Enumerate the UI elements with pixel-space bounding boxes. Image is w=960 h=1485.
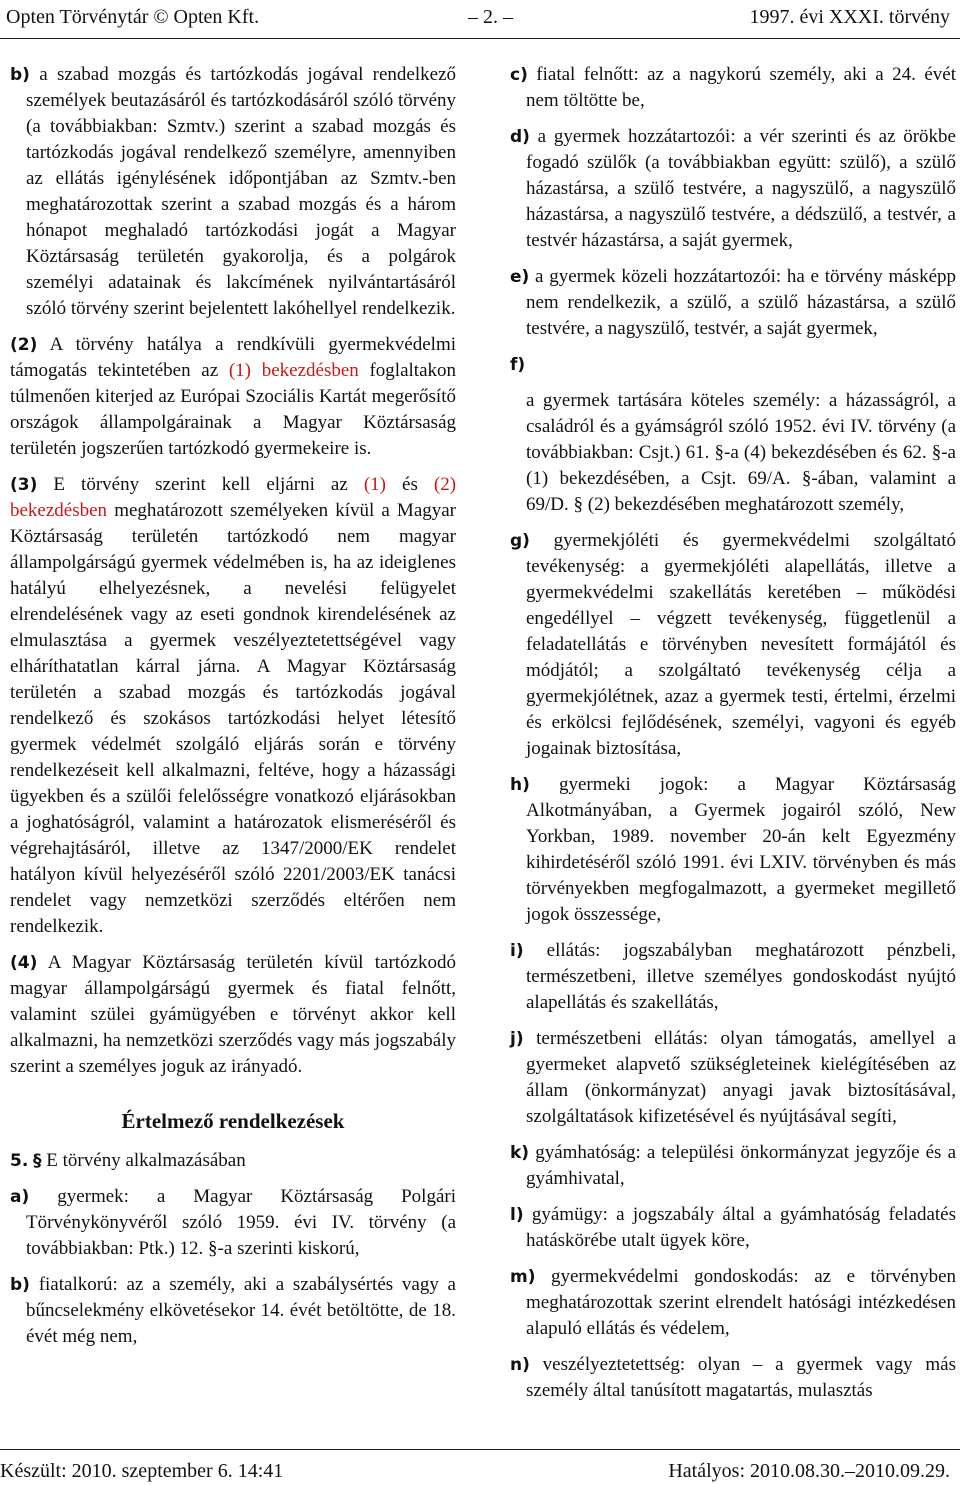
cross-reference-link[interactable]: (1)	[363, 474, 386, 495]
header-publisher: Opten Törvénytár © Opten Kft.	[6, 6, 260, 28]
definition-item-f-label: f)	[510, 355, 526, 375]
definition-item-a: a) gyermek: a Magyar Köztársaság Polgári Törvénykönyvéről szóló 1959. évi IV. törvény (a továbbiakban: Ptk.) 12. §-a szerinti kiskorú,	[10, 1186, 456, 1259]
header-law-title: 1997. évi XXXI. törvény	[749, 6, 950, 28]
definition-item-h: h) gyermeki jogok: a Magyar Köztársaság Alkotmányában, a Gyermek jogairól szóló, New Yorkban, 1989. november 20-án kelt Egyezmény kihirdetéséről szóló 1991. évi LXIV. törvényben és más törvényekben megfogalmazott, a gyermeket megillető jogok összessége,	[510, 774, 956, 925]
section-5-intro: 5. § E törvény alkalmazásában	[10, 1150, 246, 1171]
definition-item-g: g) gyermekjóléti és gyermekvédelmi szolgáltató tevékenység: a gyermekjóléti alapellátás, illetve a gyermekvédelmi szakellátás keretében – működési engedéllyel – végzett tevékenység, függetlenül a feladatellátás e törvényben nevesített formájától és módjától; a szolgáltató tevékenység célja a gyermekjólétnek, azaz a gyermek testi, értelmi, érzelmi és erkölcsi fejlődésének, személyi, vagyoni és egyéb jogainak biztosítása,	[510, 530, 956, 759]
definition-item-i: i) ellátás: jogszabályban meghatározott pénzbeli, természetbeni, illetve személyes gondoskodást nyújtó alapellátás és szakellátás,	[510, 940, 956, 1013]
page-footer	[0, 1449, 960, 1485]
definition-item-b: b) fiatalkorú: az a személy, aki a szabálysértés vagy a bűncselekmény elkövetésekor 14. évét betöltötte, de 18. évét még nem,	[10, 1274, 456, 1347]
definition-item-e: e) a gyermek közeli hozzátartozói: ha e törvény másképp nem rendelkezik, a szülő, a szülő házastársa, a szülő testvére, a nagyszülő, testvér, a saját gyermek,	[510, 266, 957, 339]
right-column	[510, 62, 956, 1414]
cross-reference-link[interactable]: (2) bekezdésben	[10, 474, 457, 521]
definition-item-f: a gyermek tartására köteles személy: a házasságról, a családról és a gyámságról szóló 1952. évi IV. törvény (a továbbiakban: Csjt.) 61. §-a (4) bekezdésében és 62. §-a (1) bekezdésében, a Csjt. 69/A. §-ában, valamint a 69/D. § (2) bekezdésében meghatározott személy,	[526, 390, 956, 515]
definition-item-k: k) gyámhatóság: a települési önkormányzat jegyzője és a gyámhivatal,	[510, 1142, 956, 1189]
page-header	[0, 0, 960, 39]
definition-item-d: d) a gyermek hozzátartozói: a vér szerinti és az örökbe fogadó szülők (a továbbiakban együtt: szülő), a szülő házastársa, a szülő testvére, a nagyszülő, a nagyszülő házastársa, a nagyszülő testvére, a dédszülő, a testvér, a testvér házastársa, a saját gyermek,	[510, 126, 956, 251]
left-column	[10, 62, 456, 1360]
definition-item-n: n) veszélyeztetettség: olyan – a gyermek vagy más személy által tanúsított magatartás, mulasztás	[510, 1354, 956, 1401]
section-heading: Értelmező rendelkezések	[121, 1109, 345, 1133]
item-b-scope: b) a szabad mozgás és tartózkodás jogával rendelkező személyek beutazásáról és tartózkodásáról szóló törvény (a továbbiakban: Szmtv.) szerint a szabad mozgás és tartózkodás jogával rendelkező személyre, amennyiben az ellátás igénylésének időpontjában az Szmtv.-ben meghatározottak szerint a szabad mozgás és a három hónapot meghaladó tartózkodási jogát a Magyar Köztársaság területén gyakorolja, és a polgárok személyi adatainak és lakcímének nyilvántartásáról szóló törvény szerint bejelentett lakóhellyel rendelkezik.	[10, 64, 457, 319]
paragraph-3: (3) E törvény szerint kell eljárni az (1) és (2) bekezdésben meghatározott személyeken kívül a Magyar Köztársaság területén tartózkodó nem magyar állampolgárságú gyermek védelmében is, ha az ideiglenes hatályú elhelyezésnek, a nevelési felügyelet elrendelésének vagy az eseti gondnok kirendelésének az elmulasztása a gyermek veszélyeztetettségével vagy elháríthatatlan kárral járna. A Magyar Köztársaság területén a szabad mozgás és tartózkodás jogával rendelkező és szokásos tartózkodási helyet létesítő gyermek védelmét szolgáló eljárás során e törvény rendelkezéseit kell alkalmazni, feltéve, hogy a házassági ügyekben és a szülői felelősségre vonatkozó eljárásokban a joghatóságról, valamint a határozatok elismeréséről és végrehajtásáról, illetve az 1347/2000/EK rendelet hatályon kívül helyezéséről szóló 2201/2003/EK tanácsi rendelet vagy nemzetközi szerződés eltérően nem rendelkezik.	[10, 474, 457, 937]
definition-item-l: l) gyámügy: a jogszabály által a gyámhatóság feladatés hatáskörébe utalt ügyek köre,	[510, 1204, 957, 1251]
footer-effective: Hatályos: 2010.08.30.–2010.09.29.	[668, 1460, 950, 1482]
definition-item-j: j) természetbeni ellátás: olyan támogatás, amellyel a gyermeket alapvető szükségleteinek kielégítésében az állam (önkormányzat) anyagi javak biztosításával, szolgáltatások kifizetésével és nyújtásával segíti,	[510, 1028, 957, 1127]
paragraph-2: (2) A törvény hatálya a rendkívüli gyermekvédelmi támogatás tekintetében az (1) bekezdésben foglaltakon túlmenően kiterjed az Európai Szociális Kartát megerősítő országok állampolgárainak a Magyar Köztársaság területén jogszerűen tartózkodó gyermekeire is.	[10, 334, 457, 459]
footer-created: Készült: 2010. szeptember 6. 14:41	[0, 1460, 284, 1482]
definition-item-m: m) gyermekvédelmi gondoskodás: az e törvényben meghatározottak szerint elrendelt hatósági intézkedésen alapuló ellátás és védelem,	[510, 1266, 956, 1339]
paragraph-4: (4) A Magyar Köztársaság területén kívül tartózkodó magyar állampolgárságú gyermek és fiatal felnőtt, valamint szülei gyámügyében e törvényt akkor kell alkalmazni, ha nemzetközi szerződés vagy más jogszabály szerint a személyes joguk az irányadó.	[10, 952, 456, 1077]
cross-reference-link[interactable]: (1) bekezdésben	[228, 360, 359, 381]
header-page-number: – 2. –	[468, 6, 513, 28]
definition-item-c: c) fiatal felnőtt: az a nagykorú személy, aki a 24. évét nem töltötte be,	[510, 64, 956, 111]
